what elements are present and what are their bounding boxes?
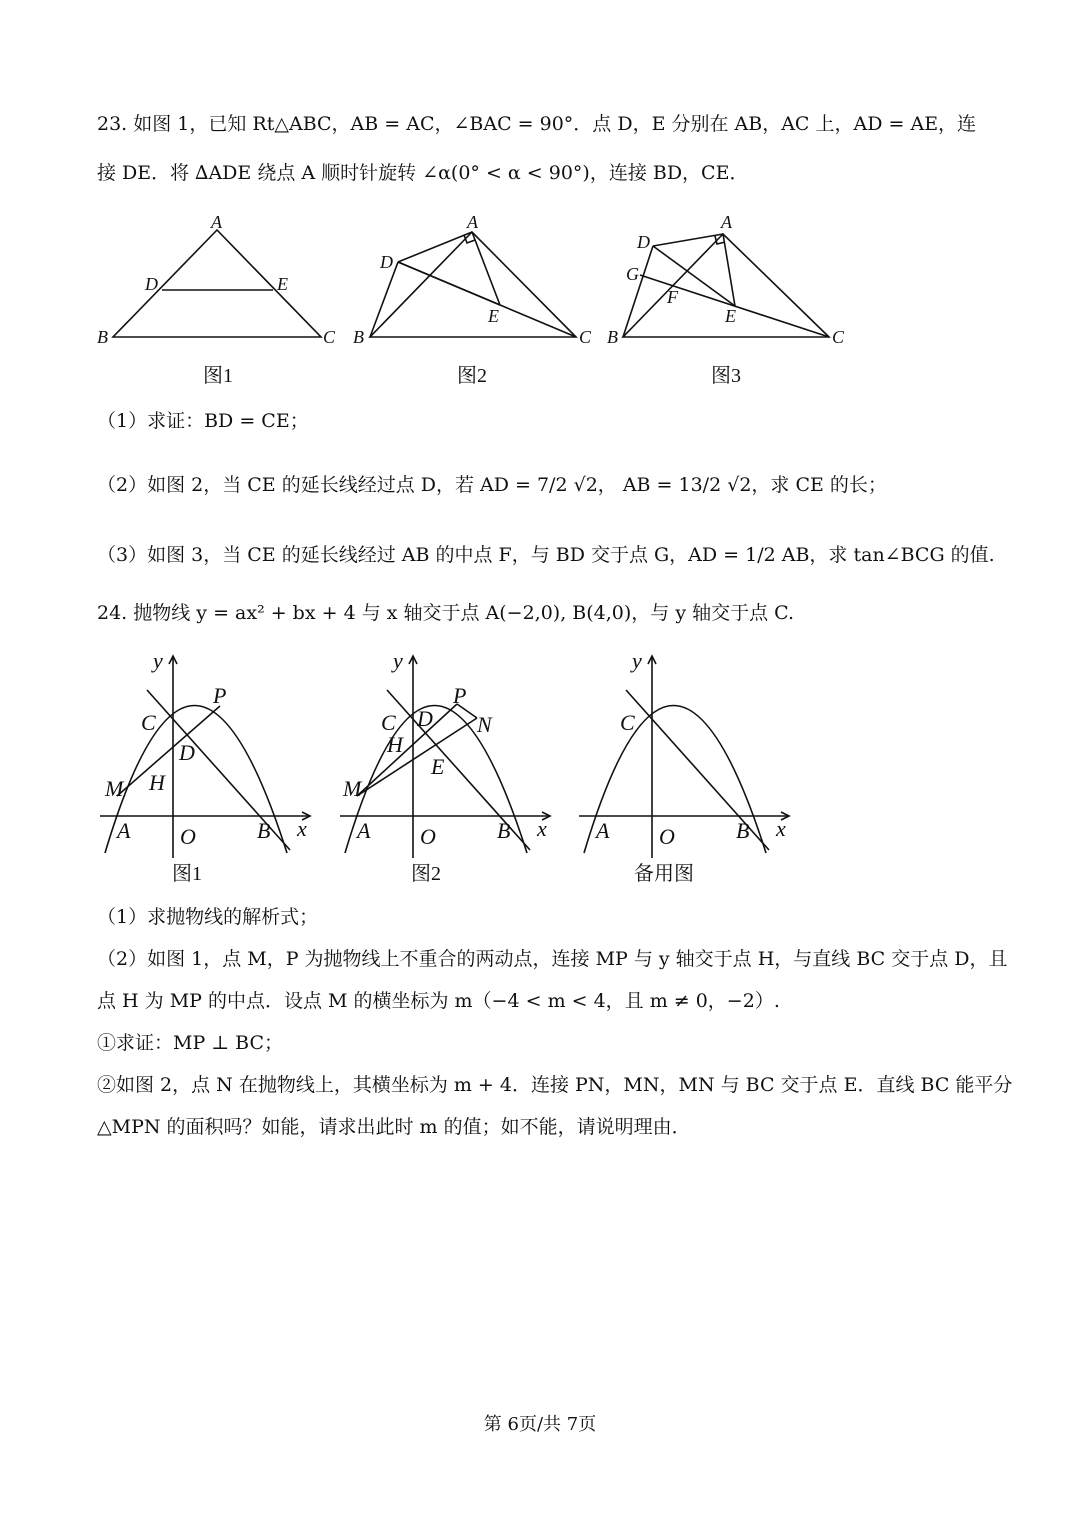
label-e: E: [725, 306, 736, 326]
q23-line2: 接 DE．将 ∆ADE 绕点 A 顺时针旋转 ∠α(0° < α < 90°)，连接 BD，CE．: [97, 162, 749, 184]
label-b: B: [257, 818, 271, 843]
label-p: P: [453, 683, 467, 708]
label-a: A: [467, 212, 478, 232]
label-b: B: [736, 818, 750, 843]
label-c: C: [579, 327, 592, 347]
segment-mp: [117, 706, 220, 796]
segment-ae: [472, 232, 500, 305]
label-h: H: [387, 732, 403, 757]
q23-figure-2: [350, 210, 600, 390]
label-d: D: [417, 706, 433, 731]
label-o: O: [659, 824, 675, 849]
fig-caption-1: 图1: [172, 863, 202, 885]
label-e: E: [431, 754, 445, 779]
page-footer: 第 6页/共 7页: [483, 1414, 597, 1435]
segment-de: [398, 262, 500, 305]
q24-figure-1: [95, 648, 325, 888]
q24-figure-2: [335, 648, 565, 888]
label-y: y: [632, 648, 642, 673]
label-d: D: [380, 252, 393, 272]
label-m: M: [343, 776, 362, 801]
q23-figure-3: [605, 210, 855, 390]
label-d: D: [145, 274, 158, 294]
label-y: y: [153, 648, 163, 673]
label-o: O: [180, 824, 196, 849]
label-a: A: [117, 818, 131, 843]
q24-part2-line2: 点 H 为 MP 的中点．设点 M 的横坐标为 m（−4 < m < 4，且 m ≠ 0，−2）.: [97, 990, 780, 1012]
q24-figure-spare: [574, 648, 804, 888]
triangle-abc: [370, 232, 576, 337]
label-p: P: [213, 683, 227, 708]
label-b: B: [353, 327, 364, 347]
label-x: x: [297, 816, 307, 841]
label-o: O: [420, 824, 436, 849]
fig-caption-2: 图2: [457, 365, 487, 387]
label-g: G: [626, 264, 639, 284]
label-h: H: [149, 770, 165, 795]
label-b: B: [497, 818, 511, 843]
label-c: C: [381, 710, 396, 735]
label-c: C: [141, 710, 156, 735]
q23-line1: 23. 如图 1，已知 Rt△ABC，AB = AC，∠BAC = 90°．点 D，E 分别在 AB，AC 上，AD = AE，连: [97, 113, 977, 135]
label-a: A: [357, 818, 371, 843]
label-b: B: [97, 327, 108, 347]
fig-caption-spare: 备用图: [634, 863, 694, 885]
fig-caption-2: 图2: [411, 863, 441, 885]
fig-caption-1: 图1: [203, 365, 233, 387]
label-x: x: [776, 816, 786, 841]
label-a: A: [211, 212, 222, 232]
q24-claim-2-line1: ②如图 2，点 N 在抛物线上，其横坐标为 m + 4．连接 PN，MN，MN 与 BC 交于点 E．直线 BC 能平分: [97, 1074, 1013, 1096]
q24-claim-1: ①求证：MP ⊥ BC；: [97, 1032, 284, 1054]
q23-part1: （1）求证：BD = CE；: [97, 410, 309, 432]
q24-part1: （1）求抛物线的解析式；: [97, 906, 319, 928]
fig-caption-3: 图3: [711, 365, 741, 387]
label-e: E: [277, 274, 288, 294]
label-d: D: [179, 740, 195, 765]
label-a: A: [721, 212, 732, 232]
q23-figure-1: [95, 210, 345, 390]
label-c: C: [832, 327, 845, 347]
q24-part2-line1: （2）如图 1，点 M，P 为抛物线上不重合的两动点，连接 MP 与 y 轴交于点 H，与直线 BC 交于点 D，且: [97, 948, 1008, 970]
label-b: B: [607, 327, 618, 347]
segment-mp: [357, 704, 457, 796]
segment-db: [623, 246, 653, 337]
label-m: M: [105, 776, 124, 801]
label-x: x: [537, 816, 547, 841]
q23-part3: （3）如图 3，当 CE 的延长线经过 AB 的中点 F，与 BD 交于点 G，AD = 1/2 AB，求 tan∠BCG 的值.: [97, 544, 995, 566]
label-f: F: [667, 287, 678, 307]
q24-claim-2-line2: △MPN 的面积吗？如能，请求出此时 m 的值；如不能，请说明理由．: [97, 1116, 691, 1138]
label-c: C: [620, 710, 635, 735]
label-e: E: [488, 306, 499, 326]
label-a: A: [596, 818, 610, 843]
label-y: y: [393, 648, 403, 673]
segment-de: [653, 246, 735, 306]
label-d: D: [637, 232, 650, 252]
q24-line1: 24. 抛物线 y = ax² + bx + 4 与 x 轴交于点 A(−2,0), B(4,0)，与 y 轴交于点 C.: [97, 602, 795, 624]
q23-part2: （2）如图 2，当 CE 的延长线经过点 D，若 AD = 7/2 √2， AB = 13/2 √2，求 CE 的长；: [97, 474, 887, 496]
label-c: C: [323, 327, 336, 347]
label-n: N: [477, 712, 492, 737]
segment-ad: [398, 232, 472, 262]
segment-db: [370, 262, 398, 337]
